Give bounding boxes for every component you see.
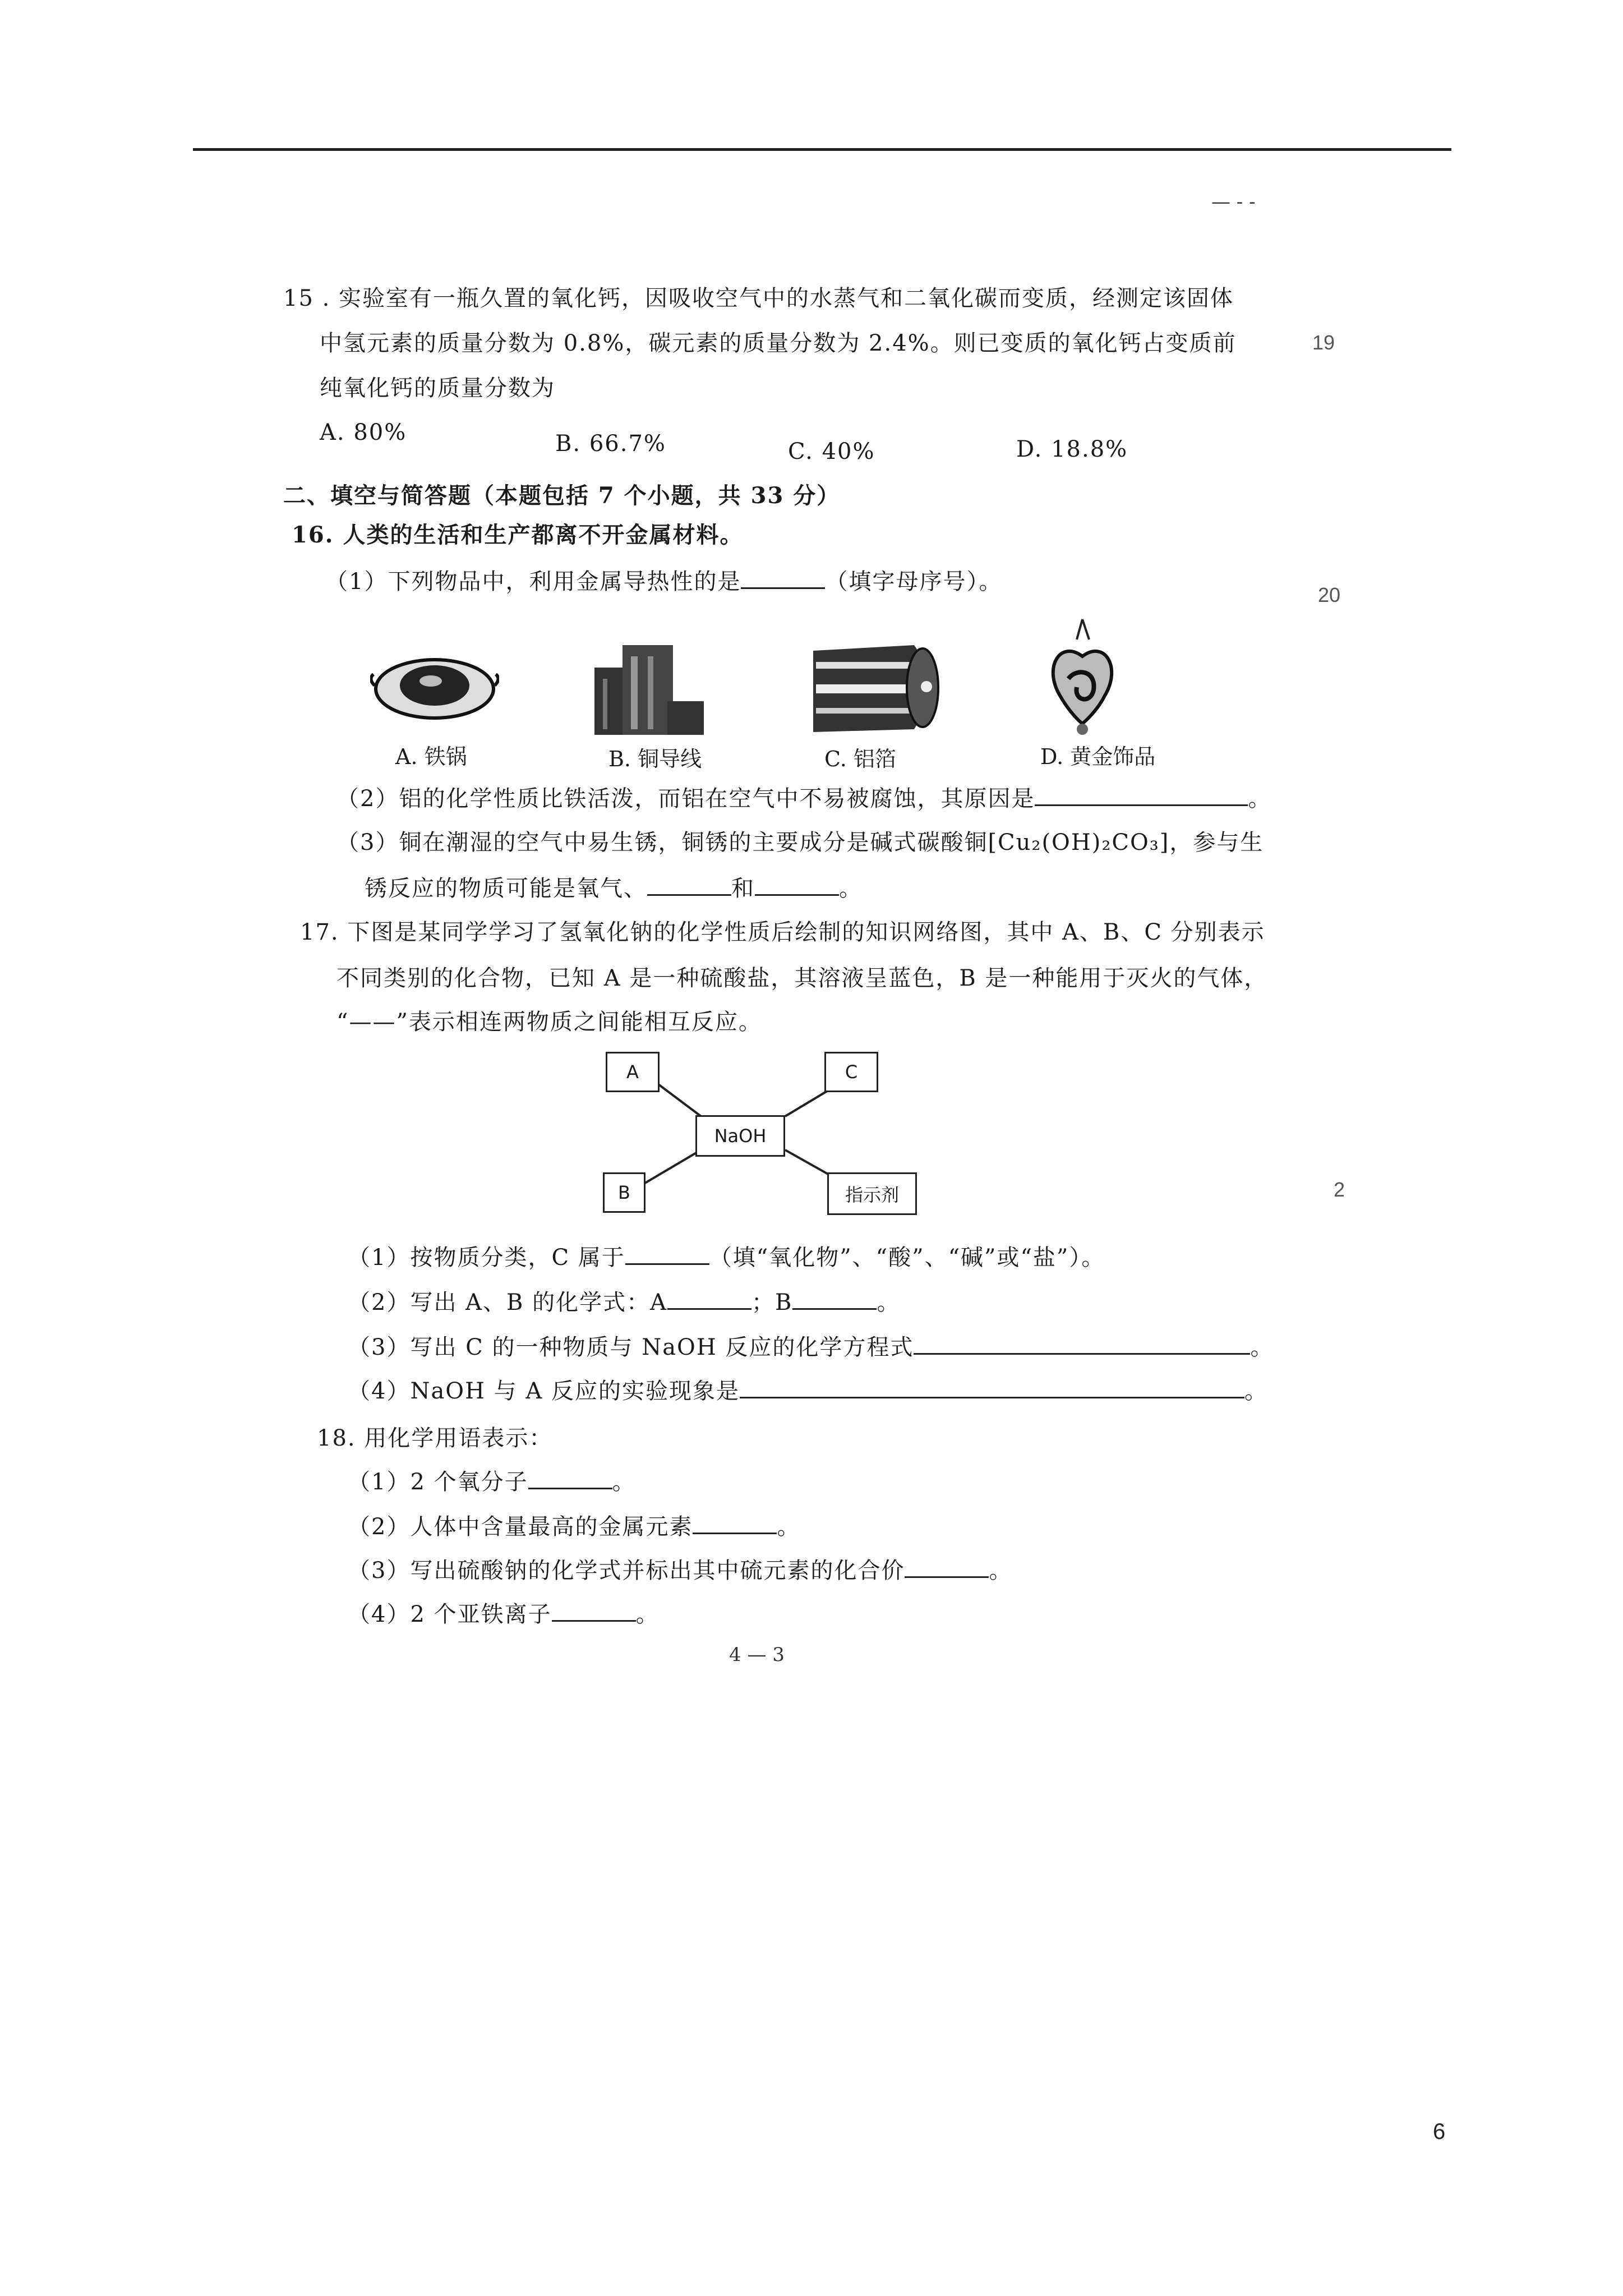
header-dash-mark: — - - <box>1211 191 1256 213</box>
q16-p2-blank[interactable] <box>1035 784 1248 806</box>
q16-p3-blank-1[interactable] <box>647 874 731 896</box>
q17-part-1 <box>348 1240 1105 1272</box>
section-2-title: 二、填空与简答题（本题包括 7 个小题，共 33 分） <box>283 482 841 509</box>
q15-line-1: 15 . 实验室有一瓶久置的氧化钙，因吸收空气中的水蒸气和二氧化碳而变质，经测定该固体 <box>283 286 1234 311</box>
q17-p1-text: （1）按物质分类，C 属于 <box>348 1245 625 1271</box>
q18-p2-tail: 。 <box>777 1514 801 1540</box>
q15-line-2: 中氢元素的质量分数为 0.8%，碳元素的质量分数为 2.4%。则已变质的氧化钙占变质前 <box>320 330 1237 356</box>
q17-p4-tail: 。 <box>1244 1378 1269 1404</box>
q16-item-c-label: C. 铝箔 <box>824 747 896 771</box>
margin-mark-20: 20 <box>1318 583 1341 606</box>
q18-p3-blank[interactable] <box>905 1556 989 1578</box>
q18-p1-tail: 。 <box>612 1469 636 1495</box>
q16-part-2 <box>336 781 1271 813</box>
q17-p4-text: （4）NaOH 与 A 反应的实验现象是 <box>348 1378 740 1404</box>
iron-pot-icon <box>370 651 499 724</box>
q18-part-1 <box>348 1464 636 1496</box>
diagram-node-indicator: 指示剂 <box>827 1172 917 1215</box>
q17-p2-text: （2）写出 A、B 的化学式：A <box>348 1290 668 1315</box>
copper-wire-icon <box>589 639 707 740</box>
q18-part-3 <box>348 1553 1012 1585</box>
q17-line-2: 不同类别的化合物，已知 A 是一种硫酸盐，其溶液呈蓝色，B 是一种能用于灭火的气体， <box>336 965 1268 991</box>
q17-line-3: “——”表示相连两物质之间能相互反应。 <box>336 1009 762 1035</box>
q16-item-a-label: A. 铁锅 <box>395 744 467 769</box>
exam-page-code: 4 — 3 <box>729 1644 785 1666</box>
q16-p1-tail: （填字母序号）。 <box>825 569 1003 595</box>
q18-part-4 <box>348 1596 660 1628</box>
q16-p3-text: 锈反应的物质可能是氧气、 <box>365 876 647 901</box>
q16-p1-blank[interactable] <box>741 567 825 589</box>
diagram-node-b: B <box>603 1172 645 1213</box>
q16-p2-tail: 。 <box>1248 786 1272 812</box>
q18-p4-blank[interactable] <box>552 1600 636 1622</box>
q18-p1-text: （1）2 个氧分子 <box>348 1469 528 1495</box>
q15-option-d: D. 18.8% <box>1016 436 1128 462</box>
q16-p3-line-1: （3）铜在潮湿的空气中易生锈，铜锈的主要成分是碱式碳酸铜[Cu₂(OH)₂CO₃]，参与生 <box>336 830 1264 855</box>
q16-stem: 16. 人类的生活和生产都离不开金属材料。 <box>292 522 744 548</box>
q15-line-3: 纯氧化钙的质量分数为 <box>320 375 555 401</box>
diagram-node-naoh: NaOH <box>695 1115 785 1157</box>
q17-line-1: 17. 下图是某同学学习了氢氧化钠的化学性质后绘制的知识网络图，其中 A、B、C 分别表示 <box>300 919 1265 945</box>
q17-p2-tail: 。 <box>877 1290 901 1315</box>
aluminum-foil-icon <box>802 639 948 738</box>
q17-p1-tail: （填“氧化物”、“酸”、“碱”或“盐”）。 <box>709 1245 1105 1271</box>
q18-p3-tail: 。 <box>989 1558 1013 1584</box>
q16-item-d-label: D. 黄金饰品 <box>1040 744 1156 769</box>
q16-part-1 <box>325 564 1002 596</box>
q17-p2-blank-b[interactable] <box>792 1288 877 1310</box>
q16-item-b-label: B. 铜导线 <box>608 747 702 771</box>
q16-part-3-line-2 <box>365 871 863 903</box>
q17-p2-mid: ；B <box>751 1290 793 1315</box>
diagram-node-c: C <box>824 1052 878 1092</box>
q18-p1-blank[interactable] <box>528 1467 612 1489</box>
q16-p3-tail: 。 <box>839 876 863 901</box>
diagram-node-a: A <box>606 1052 660 1092</box>
q16-p3-and: 和 <box>731 876 755 901</box>
q17-part-3 <box>348 1329 1274 1361</box>
q18-stem: 18. 用化学用语表示： <box>317 1425 553 1451</box>
q17-p4-blank[interactable] <box>740 1377 1244 1398</box>
q15-option-b: B. 66.7% <box>555 431 666 457</box>
q17-p2-blank-a[interactable] <box>667 1288 751 1310</box>
q17-p3-blank[interactable] <box>914 1333 1250 1355</box>
q15-option-c: C. 40% <box>788 439 875 464</box>
q18-p3-text: （3）写出硫酸钠的化学式并标出其中硫元素的化合价 <box>348 1558 905 1584</box>
q18-p2-blank[interactable] <box>693 1512 777 1534</box>
margin-mark-19: 19 <box>1312 331 1335 354</box>
q17-p3-tail: 。 <box>1250 1335 1274 1360</box>
q15-option-a: A. 80% <box>320 420 407 445</box>
q17-p1-blank[interactable] <box>625 1243 709 1265</box>
q17-part-2 <box>348 1285 900 1317</box>
q18-p4-tail: 。 <box>635 1602 660 1627</box>
q17-part-4 <box>348 1373 1268 1405</box>
header-rule <box>193 148 1451 151</box>
q18-p2-text: （2）人体中含量最高的金属元素 <box>348 1514 693 1540</box>
page-number: 6 <box>1433 2119 1446 2144</box>
q16-p3-blank-2[interactable] <box>755 874 839 896</box>
q18-part-2 <box>348 1509 800 1541</box>
margin-mark-2: 2 <box>1334 1178 1345 1201</box>
q16-p1-text: （1）下列物品中，利用金属导热性的是 <box>325 569 741 595</box>
q18-p4-text: （4）2 个亚铁离子 <box>348 1602 552 1627</box>
q17-p3-text: （3）写出 C 的一种物质与 NaOH 反应的化学方程式 <box>348 1335 914 1360</box>
q16-p2-text: （2）铝的化学性质比铁活泼，而铝在空气中不易被腐蚀，其原因是 <box>336 786 1035 812</box>
gold-jewelry-icon <box>1043 617 1122 740</box>
